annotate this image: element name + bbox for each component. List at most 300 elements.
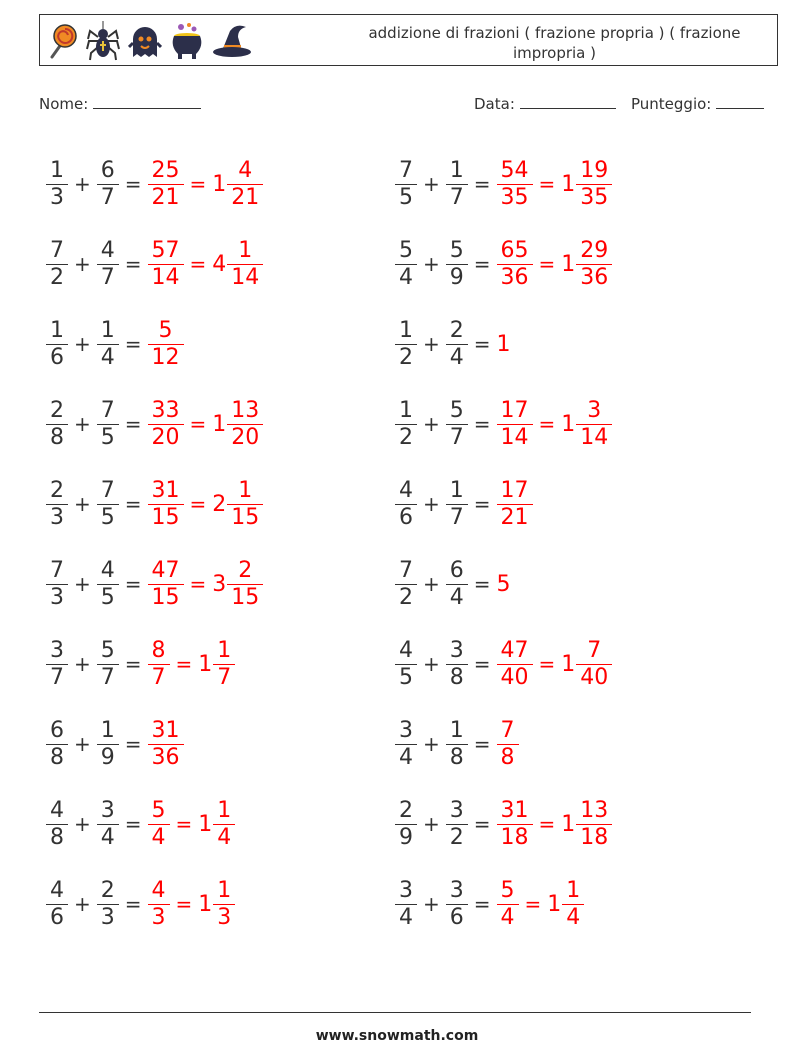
plus-sign: + <box>423 412 440 436</box>
numerator: 1 <box>566 877 581 903</box>
answer <box>497 572 512 597</box>
numerator: 4 <box>399 637 413 663</box>
equals-sign: = <box>189 572 207 596</box>
numerator: 5 <box>500 877 515 903</box>
answer <box>497 332 512 357</box>
numerator: 1 <box>238 477 253 503</box>
plus-sign: + <box>74 252 91 276</box>
numerator: 4 <box>100 557 115 583</box>
numerator: 25 <box>151 157 180 183</box>
problem-row <box>46 624 263 704</box>
equals-sign: = <box>124 332 142 356</box>
numerator: 5 <box>399 237 413 263</box>
addend-fraction <box>48 638 66 691</box>
equals-sign: = <box>538 172 556 196</box>
plus-sign: + <box>74 172 91 196</box>
problem-row <box>46 464 263 544</box>
denominator: 35 <box>576 184 612 211</box>
answer-fraction <box>499 158 531 211</box>
addend-fraction <box>397 478 415 531</box>
addend-fraction <box>48 158 66 211</box>
score-blank[interactable] <box>716 94 764 109</box>
denominator: 4 <box>395 744 417 771</box>
numerator: 17 <box>500 477 529 503</box>
numerator: 5 <box>158 317 173 343</box>
icon-strip <box>46 19 252 63</box>
denominator: 20 <box>227 424 263 451</box>
mixed-fraction <box>229 398 261 451</box>
denominator: 4 <box>213 824 235 851</box>
numerator: 13 <box>231 397 260 423</box>
denominator: 2 <box>446 824 468 851</box>
denominator: 3 <box>148 904 170 931</box>
numerator: 65 <box>500 237 529 263</box>
numerator: 2 <box>50 397 64 423</box>
mixed-fraction <box>215 878 233 931</box>
denominator: 3 <box>46 504 68 531</box>
denominator: 9 <box>97 744 119 771</box>
mixed-fraction <box>215 798 233 851</box>
equals-sign: = <box>538 252 556 276</box>
equals-sign: = <box>189 252 207 276</box>
numerator: 2 <box>100 877 115 903</box>
mixed-whole: 1 <box>561 251 576 277</box>
equals-sign: = <box>473 652 491 676</box>
numerator: 5 <box>100 637 115 663</box>
denominator: 2 <box>395 424 417 451</box>
numerator: 2 <box>399 797 413 823</box>
numerator: 3 <box>50 637 64 663</box>
answer-whole: 5 <box>496 571 511 597</box>
plus-sign: + <box>423 892 440 916</box>
plus-sign: + <box>74 412 91 436</box>
problem-row <box>46 704 263 784</box>
denominator: 40 <box>497 664 533 691</box>
answer-fraction <box>150 798 168 851</box>
mixed-fraction <box>229 158 261 211</box>
plus-sign: + <box>423 732 440 756</box>
denominator: 15 <box>227 504 263 531</box>
denominator: 15 <box>227 584 263 611</box>
numerator: 17 <box>500 397 529 423</box>
addend-fraction <box>448 398 466 451</box>
addend-fraction <box>48 398 66 451</box>
denominator: 5 <box>97 424 119 451</box>
numerator: 33 <box>151 397 180 423</box>
worksheet-title: addizione di frazioni ( frazione propria ) ( frazione impropria ) <box>368 24 741 62</box>
mixed-fraction <box>229 478 261 531</box>
numerator: 47 <box>500 637 529 663</box>
numerator: 2 <box>449 317 464 343</box>
numerator: 3 <box>449 797 464 823</box>
addend-fraction <box>48 478 66 531</box>
denominator: 3 <box>46 584 68 611</box>
numerator: 3 <box>449 877 464 903</box>
numerator: 2 <box>238 557 253 583</box>
denominator: 3 <box>97 904 119 931</box>
plus-sign: + <box>74 892 91 916</box>
equals-sign: = <box>175 892 193 916</box>
problem-row <box>395 544 612 624</box>
addend-fraction <box>448 238 466 291</box>
equals-sign: = <box>538 412 556 436</box>
answer <box>148 158 264 211</box>
name-label: Nome: <box>39 95 89 113</box>
equals-sign: = <box>473 732 491 756</box>
numerator: 1 <box>238 237 253 263</box>
addend-fraction <box>99 798 117 851</box>
denominator: 3 <box>46 184 68 211</box>
numerator: 6 <box>449 557 464 583</box>
plus-sign: + <box>423 332 440 356</box>
denominator: 35 <box>497 184 533 211</box>
equals-sign: = <box>124 492 142 516</box>
answer <box>148 478 264 531</box>
lollipop-icon <box>46 21 78 61</box>
answer <box>497 398 613 451</box>
problem-row <box>395 624 612 704</box>
answer-fraction <box>150 158 182 211</box>
addend-fraction <box>99 238 117 291</box>
numerator: 4 <box>399 477 413 503</box>
date-field <box>474 94 616 113</box>
answer <box>497 878 585 931</box>
answer-fraction <box>499 878 517 931</box>
equals-sign: = <box>524 892 542 916</box>
addend-fraction <box>397 878 415 931</box>
denominator: 36 <box>497 264 533 291</box>
date-label: Data: <box>474 95 515 113</box>
answer <box>148 238 264 291</box>
mixed-fraction <box>215 638 233 691</box>
denominator: 12 <box>148 344 184 371</box>
mixed-whole: 1 <box>561 411 576 437</box>
denominator: 4 <box>97 344 119 371</box>
numerator: 31 <box>500 797 529 823</box>
addend-fraction <box>99 478 117 531</box>
plus-sign: + <box>423 492 440 516</box>
equals-sign: = <box>124 172 142 196</box>
equals-sign: = <box>189 172 207 196</box>
plus-sign: + <box>423 252 440 276</box>
numerator: 13 <box>580 797 609 823</box>
numerator: 7 <box>399 557 413 583</box>
plus-sign: + <box>74 732 91 756</box>
plus-sign: + <box>423 172 440 196</box>
addend-fraction <box>48 718 66 771</box>
denominator: 6 <box>395 504 417 531</box>
denominator: 15 <box>148 504 184 531</box>
numerator: 5 <box>151 797 166 823</box>
answer <box>497 638 613 691</box>
denominator: 6 <box>46 344 68 371</box>
denominator: 4 <box>97 824 119 851</box>
score-field <box>631 94 764 113</box>
mixed-fraction <box>564 878 582 931</box>
problem-row <box>395 224 612 304</box>
addend-fraction <box>448 158 466 211</box>
mixed-whole: 1 <box>212 171 227 197</box>
denominator: 18 <box>576 824 612 851</box>
date-blank[interactable] <box>520 94 616 109</box>
numerator: 8 <box>151 637 166 663</box>
plus-sign: + <box>423 812 440 836</box>
addend-fraction <box>99 638 117 691</box>
equals-sign: = <box>473 812 491 836</box>
numerator: 29 <box>580 237 609 263</box>
problems-column-left <box>46 144 263 944</box>
denominator: 8 <box>446 664 468 691</box>
ghost-icon <box>128 21 162 61</box>
answer <box>497 238 613 291</box>
problem-row <box>395 864 612 944</box>
answer <box>148 318 184 371</box>
denominator: 7 <box>46 664 68 691</box>
name-blank[interactable] <box>93 94 201 109</box>
addend-fraction <box>99 558 117 611</box>
denominator: 36 <box>148 744 184 771</box>
addend-fraction <box>448 718 466 771</box>
addend-fraction <box>397 638 415 691</box>
problem-row <box>395 464 612 544</box>
numerator: 4 <box>50 797 64 823</box>
equals-sign: = <box>473 892 491 916</box>
denominator: 21 <box>148 184 184 211</box>
numerator: 47 <box>151 557 180 583</box>
plus-sign: + <box>74 652 91 676</box>
mixed-fraction <box>578 398 610 451</box>
numerator: 19 <box>580 157 609 183</box>
answer-fraction <box>499 398 531 451</box>
addend-fraction <box>99 398 117 451</box>
denominator: 8 <box>46 424 68 451</box>
mixed-fraction <box>578 238 610 291</box>
denominator: 4 <box>395 264 417 291</box>
numerator: 1 <box>449 157 464 183</box>
answer-fraction <box>499 238 531 291</box>
addend-fraction <box>397 238 415 291</box>
plus-sign: + <box>423 652 440 676</box>
mixed-fraction <box>229 558 261 611</box>
denominator: 4 <box>446 344 468 371</box>
equals-sign: = <box>473 572 491 596</box>
denominator: 8 <box>46 744 68 771</box>
numerator: 5 <box>449 397 464 423</box>
denominator: 4 <box>148 824 170 851</box>
numerator: 1 <box>217 877 232 903</box>
mixed-whole: 2 <box>212 491 227 517</box>
equals-sign: = <box>538 652 556 676</box>
equals-sign: = <box>189 412 207 436</box>
answer <box>148 398 264 451</box>
spider-icon <box>86 21 120 61</box>
answer <box>148 878 236 931</box>
denominator: 6 <box>46 904 68 931</box>
score-label: Punteggio: <box>631 95 712 113</box>
mixed-whole: 1 <box>212 411 227 437</box>
answer-fraction <box>150 238 182 291</box>
numerator: 5 <box>449 237 464 263</box>
equals-sign: = <box>124 812 142 836</box>
equals-sign: = <box>473 332 491 356</box>
addend-fraction <box>448 878 466 931</box>
denominator: 7 <box>446 184 468 211</box>
denominator: 7 <box>97 184 119 211</box>
addend-fraction <box>48 558 66 611</box>
numerator: 1 <box>449 717 464 743</box>
addend-fraction <box>99 718 117 771</box>
answer-fraction <box>499 798 531 851</box>
answer-fraction <box>150 878 168 931</box>
problem-row <box>395 784 612 864</box>
denominator: 14 <box>497 424 533 451</box>
denominator: 8 <box>446 744 468 771</box>
problem-row <box>395 704 612 784</box>
numerator: 7 <box>50 557 64 583</box>
equals-sign: = <box>538 812 556 836</box>
plus-sign: + <box>74 812 91 836</box>
addend-fraction <box>397 398 415 451</box>
problems-column-right <box>395 144 612 944</box>
addend-fraction <box>99 318 117 371</box>
numerator: 1 <box>100 317 115 343</box>
mixed-whole: 1 <box>561 651 576 677</box>
denominator: 40 <box>576 664 612 691</box>
mixed-whole: 1 <box>198 651 213 677</box>
numerator: 1 <box>50 317 64 343</box>
denominator: 14 <box>576 424 612 451</box>
answer-fraction <box>150 718 182 771</box>
denominator: 21 <box>497 504 533 531</box>
denominator: 7 <box>446 424 468 451</box>
numerator: 31 <box>151 477 180 503</box>
numerator: 4 <box>151 877 166 903</box>
denominator: 4 <box>395 904 417 931</box>
denominator: 2 <box>395 344 417 371</box>
problem-row <box>395 384 612 464</box>
denominator: 5 <box>395 664 417 691</box>
problem-row <box>46 144 263 224</box>
denominator: 4 <box>497 904 519 931</box>
equals-sign: = <box>124 732 142 756</box>
mixed-whole: 4 <box>212 251 227 277</box>
answer-fraction <box>499 718 517 771</box>
addend-fraction <box>99 158 117 211</box>
addend-fraction <box>397 718 415 771</box>
witch-hat-icon <box>212 21 252 61</box>
denominator: 36 <box>576 264 612 291</box>
addend-fraction <box>448 478 466 531</box>
denominator: 7 <box>148 664 170 691</box>
equals-sign: = <box>175 812 193 836</box>
denominator: 9 <box>446 264 468 291</box>
mixed-whole: 1 <box>198 891 213 917</box>
mixed-whole: 1 <box>547 891 562 917</box>
problem-row <box>46 304 263 384</box>
answer-fraction <box>150 638 168 691</box>
denominator: 2 <box>46 264 68 291</box>
plus-sign: + <box>74 332 91 356</box>
denominator: 20 <box>148 424 184 451</box>
mixed-whole: 1 <box>561 171 576 197</box>
equals-sign: = <box>473 172 491 196</box>
problem-row <box>46 224 263 304</box>
numerator: 7 <box>587 637 602 663</box>
addend-fraction <box>397 798 415 851</box>
answer <box>148 558 264 611</box>
denominator: 5 <box>97 584 119 611</box>
addend-fraction <box>448 638 466 691</box>
plus-sign: + <box>423 572 440 596</box>
answer <box>497 478 533 531</box>
addend-fraction <box>48 238 66 291</box>
numerator: 4 <box>50 877 64 903</box>
mixed-whole: 1 <box>561 811 576 837</box>
addend-fraction <box>448 318 466 371</box>
numerator: 1 <box>100 717 115 743</box>
answer <box>497 718 519 771</box>
numerator: 3 <box>587 397 602 423</box>
equals-sign: = <box>124 652 142 676</box>
denominator: 7 <box>446 504 468 531</box>
worksheet-header <box>39 14 778 66</box>
numerator: 3 <box>449 637 464 663</box>
mixed-whole: 1 <box>198 811 213 837</box>
addend-fraction <box>448 558 466 611</box>
addend-fraction <box>99 878 117 931</box>
problem-row <box>46 864 263 944</box>
answer-fraction <box>499 638 531 691</box>
answer-fraction <box>499 478 531 531</box>
numerator: 7 <box>500 717 515 743</box>
numerator: 4 <box>100 237 115 263</box>
addend-fraction <box>397 558 415 611</box>
problem-row <box>46 384 263 464</box>
answer <box>148 718 184 771</box>
equals-sign: = <box>189 492 207 516</box>
equals-sign: = <box>473 252 491 276</box>
numerator: 3 <box>399 717 413 743</box>
numerator: 3 <box>100 797 115 823</box>
answer-fraction <box>150 398 182 451</box>
numerator: 1 <box>50 157 64 183</box>
denominator: 4 <box>446 584 468 611</box>
answer <box>497 158 613 211</box>
mixed-fraction <box>578 158 610 211</box>
cauldron-icon <box>170 21 204 61</box>
denominator: 7 <box>97 264 119 291</box>
denominator: 8 <box>497 744 519 771</box>
denominator: 9 <box>395 824 417 851</box>
problem-row <box>46 784 263 864</box>
numerator: 1 <box>217 797 232 823</box>
equals-sign: = <box>473 492 491 516</box>
plus-sign: + <box>74 492 91 516</box>
numerator: 3 <box>399 877 413 903</box>
denominator: 15 <box>148 584 184 611</box>
denominator: 6 <box>446 904 468 931</box>
footer-url: www.snowmath.com <box>315 1028 479 1044</box>
denominator: 18 <box>497 824 533 851</box>
numerator: 4 <box>238 157 253 183</box>
answer-whole: 1 <box>496 331 511 357</box>
answer-fraction <box>150 558 182 611</box>
denominator: 2 <box>395 584 417 611</box>
numerator: 6 <box>100 157 115 183</box>
numerator: 1 <box>399 317 413 343</box>
footer-divider <box>39 1012 751 1013</box>
numerator: 1 <box>217 637 232 663</box>
